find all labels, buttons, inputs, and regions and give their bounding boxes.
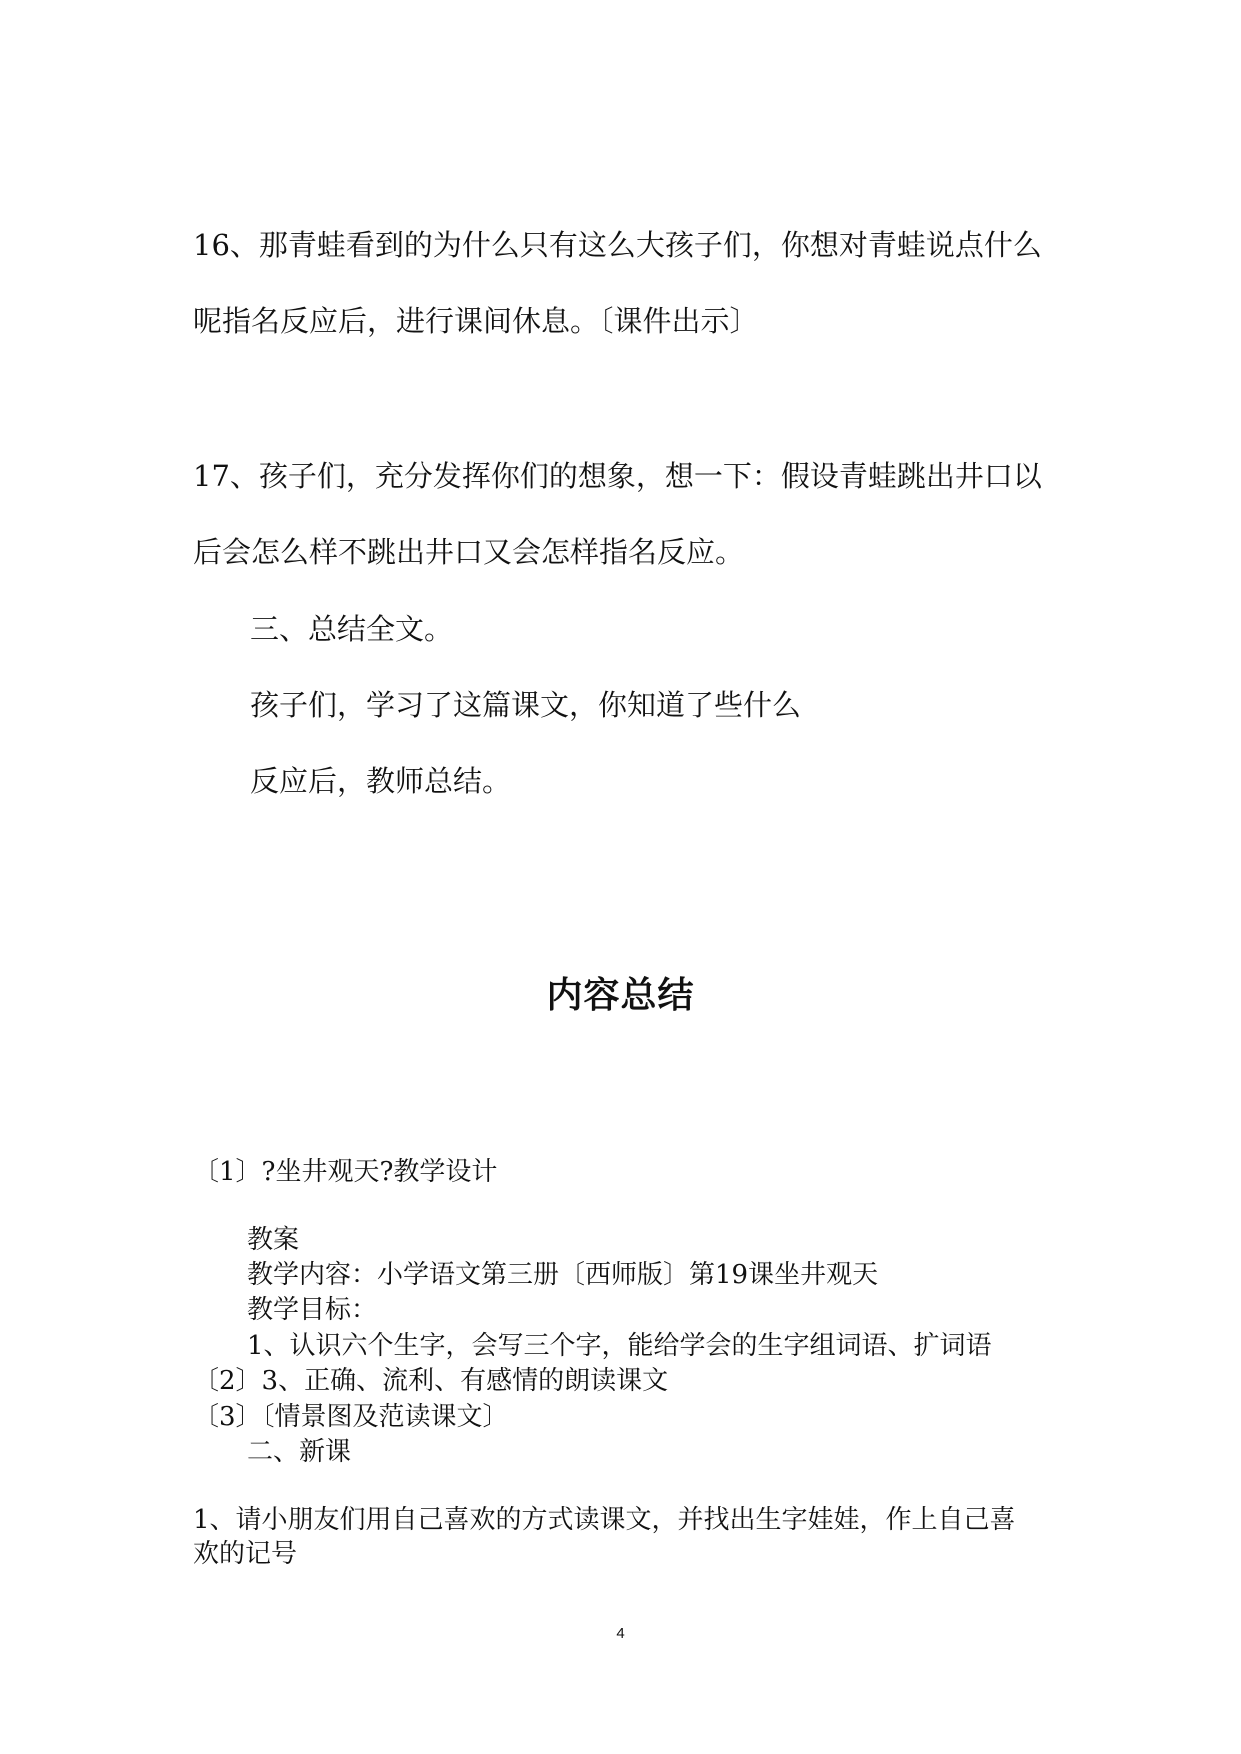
teaching-goal-label: 教学目标： xyxy=(247,1295,378,1325)
item-16-line-1: 16、那青蛙看到的为什么只有这么大孩子们，你想对青蛙说点什么 xyxy=(193,228,1042,262)
summary-title: 内容总结 xyxy=(546,975,695,1016)
step-1-line-2: 欢的记号 xyxy=(193,1539,298,1569)
teaching-content: 教学内容：小学语文第三册〔西师版〕第19课坐井观天 xyxy=(247,1260,879,1290)
step-1-line-1: 1、请小朋友们用自己喜欢的方式读课文，并找出生字娃娃，作上自己喜 xyxy=(193,1505,1016,1535)
page-number: 4 xyxy=(616,1625,625,1642)
summary-item-1: 〔1〕?坐井观天?教学设计 xyxy=(193,1157,498,1187)
new-lesson-heading: 二、新课 xyxy=(247,1437,352,1467)
item-16-line-2: 呢指名反应后，进行课间休息。〔课件出示〕 xyxy=(193,304,759,338)
item-17-line-2: 后会怎么样不跳出井口又会怎样指名反应。 xyxy=(193,535,745,569)
teaching-goal-1: 1、认识六个生字，会写三个字，能给学会的生字组词语、扩词语 xyxy=(247,1331,992,1361)
lesson-plan-label: 教案 xyxy=(247,1225,300,1255)
item-17-line-1: 17、孩子们，充分发挥你们的想象，想一下：假设青蛙跳出井口以 xyxy=(193,459,1042,493)
section-3-after: 反应后，教师总结。 xyxy=(250,764,512,798)
summary-item-3: 〔3〕〔情景图及范读课文〕 xyxy=(193,1402,509,1432)
section-3-question: 孩子们，学习了这篇课文，你知道了些什么 xyxy=(250,688,802,722)
section-3-heading: 三、总结全文。 xyxy=(250,612,454,646)
summary-item-2: 〔2〕3、正确、流利、有感情的朗读课文 xyxy=(193,1366,669,1396)
